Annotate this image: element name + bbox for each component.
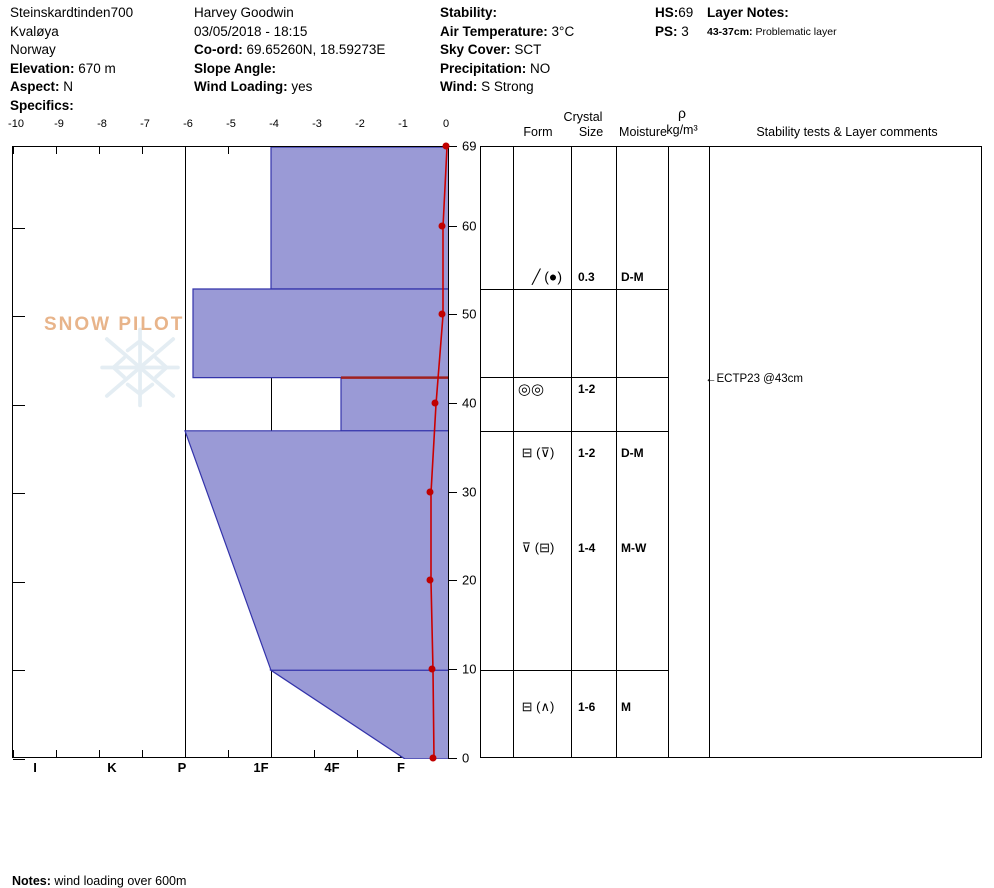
site-name: Steinskardtinden700	[10, 5, 134, 20]
temp-tick--10: -10	[8, 118, 24, 130]
profile-plot-area	[12, 146, 448, 758]
temp-tick--5: -5	[226, 118, 236, 130]
temp-tick--1: -1	[398, 118, 408, 130]
elevation-value: 670 m	[78, 60, 116, 76]
density-symbol-header: ρ	[678, 105, 686, 121]
depth-axis	[448, 146, 449, 758]
depth-label-10: 10	[462, 661, 477, 677]
elevation-label: Elevation:	[10, 60, 75, 76]
crystal-header: Crystal	[563, 110, 603, 124]
temp-tick--4: -4	[269, 118, 279, 130]
depth-label-20: 20	[462, 572, 477, 588]
row-2-form: ◎◎	[517, 381, 545, 398]
observer-name: Harvey Goodwin	[194, 5, 294, 20]
coord-value: 69.65260N, 18.59273E	[246, 42, 386, 57]
specifics-label: Specifics:	[10, 97, 74, 113]
temp-point-20	[427, 577, 434, 584]
temperature-axis	[8, 118, 450, 146]
notes-label: Notes:	[12, 874, 51, 888]
slope-angle-label: Slope Angle:	[194, 60, 277, 76]
temp-tick--8: -8	[97, 118, 107, 130]
row-4-form: ⊽ (⊟)	[521, 540, 555, 555]
aspect-label: Aspect:	[10, 79, 60, 94]
layer-note-text: Problematic layer	[755, 25, 837, 38]
header-column-observer	[194, 4, 385, 97]
wind-value: S Strong	[481, 79, 534, 94]
temp-tick--7: -7	[140, 118, 150, 130]
header-column-depths	[655, 4, 693, 41]
row-5-form: ⊟ (∧)	[521, 699, 555, 714]
row-1-moisture: D-M	[621, 270, 644, 284]
notes-row	[12, 874, 186, 888]
depth-label-0: 0	[462, 750, 470, 766]
depth-label-50: 50	[462, 306, 477, 322]
hardness-label-P: P	[177, 760, 187, 775]
hs-label: HS:	[655, 5, 679, 20]
wind-loading-label: Wind Loading:	[194, 79, 288, 94]
temp-tick--6: -6	[183, 118, 193, 130]
depth-label-60: 60	[462, 218, 477, 234]
depth-label-40: 40	[462, 395, 477, 411]
moisture-header: Moisture	[619, 125, 667, 139]
comments-header: Stability tests & Layer comments	[756, 125, 938, 139]
hardness-label-K: K	[107, 760, 117, 775]
layer-notes-label: Layer Notes:	[707, 5, 789, 20]
temp-point-10	[429, 666, 436, 673]
temp-tick--2: -2	[355, 118, 365, 130]
stability-test-annotation	[705, 373, 803, 385]
precipitation-value: NO	[530, 60, 551, 76]
row-3-form: ⊟ (⊽)	[521, 445, 555, 460]
wind-label: Wind:	[440, 79, 478, 94]
depth-label-30: 30	[462, 484, 477, 500]
hardness-label-1F: 1F	[253, 760, 269, 775]
hardness-label-4F: 4F	[324, 760, 340, 775]
region-name: Kvaløya	[10, 23, 59, 39]
aspect-value: N	[63, 79, 74, 94]
temp-tick-0: 0	[442, 118, 450, 130]
temp-tick--9: -9	[54, 118, 64, 130]
row-5-size: 1-6	[578, 700, 596, 714]
header-column-location	[10, 4, 133, 115]
layer-note-depth: 43-37cm:	[707, 25, 753, 38]
row-2-size: 1-2	[578, 382, 596, 396]
row-3-moisture: D-M	[621, 446, 644, 460]
hardness-label-I: I	[33, 760, 37, 775]
snowpilot-watermark-text: SNOW PILOT	[44, 314, 185, 335]
temp-point-60	[439, 223, 446, 230]
sky-cover-value: SCT	[514, 42, 542, 57]
temp-point-50	[439, 311, 446, 318]
row-1-form: ╱ (●)	[531, 268, 563, 285]
hardness-label-F: F	[397, 760, 405, 775]
temp-point-40	[432, 400, 439, 407]
temp-point-69	[443, 143, 450, 150]
row-4-size: 1-4	[578, 541, 596, 555]
ps-label: PS:	[655, 23, 678, 39]
hs-value: 69	[678, 5, 694, 20]
row-5-moisture: M	[621, 700, 631, 714]
wind-loading-value: yes	[291, 79, 313, 94]
temp-tick--3: -3	[312, 118, 322, 130]
depth-label-69: 69	[462, 138, 477, 154]
observation-datetime: 03/05/2018 - 18:15	[194, 23, 308, 39]
country-name: Norway	[10, 42, 56, 57]
layer-detail-table	[480, 146, 982, 758]
temp-point-30	[427, 489, 434, 496]
notes-text: wind loading over 600m	[54, 874, 187, 888]
air-temperature-value: 3°C	[551, 23, 575, 39]
row-4-moisture: M-W	[621, 541, 647, 555]
header-column-weather	[440, 4, 574, 97]
precipitation-label: Precipitation:	[440, 60, 527, 76]
layer-hardness-polygons	[13, 147, 449, 759]
pit-header	[0, 0, 994, 113]
sky-cover-label: Sky Cover:	[440, 42, 511, 57]
stability-label: Stability:	[440, 5, 498, 20]
stability-test-label: ECTP23 @43cm	[716, 373, 803, 385]
ps-value: 3	[681, 23, 689, 39]
temp-point-0	[430, 755, 437, 762]
row-1-size: 0.3	[578, 270, 595, 284]
header-column-layer-notes	[707, 4, 837, 41]
form-header: Form	[523, 125, 553, 139]
row-3-size: 1-2	[578, 446, 596, 460]
air-temperature-label: Air Temperature:	[440, 23, 548, 39]
coord-label: Co-ord:	[194, 42, 243, 57]
density-units-header: kg/m³	[666, 123, 698, 137]
arrow-left-icon: ←	[705, 373, 717, 385]
size-header: Size	[578, 125, 604, 139]
